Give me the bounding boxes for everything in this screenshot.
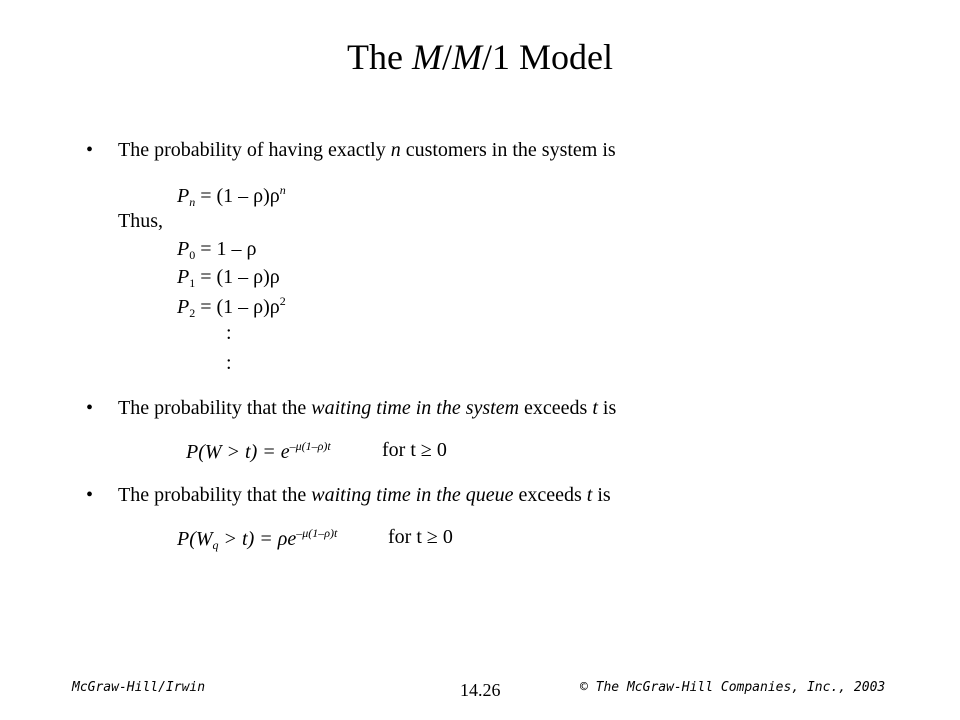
eq-wq-sup: –μ(1–ρ)t (296, 526, 338, 540)
bullet-3-var: t (586, 484, 593, 506)
title-prefix: The (347, 37, 412, 77)
footer-publisher: McGraw-Hill/Irwin (72, 680, 206, 695)
equation-wq (177, 526, 337, 553)
bullet-2-text-b: exceeds (519, 397, 593, 419)
eq-p2-sub: 2 (189, 306, 196, 320)
eq-pn-sup: n (279, 183, 286, 197)
thus-label: Thus, (118, 210, 163, 232)
equation-w (186, 439, 331, 464)
ellipsis-1: : (226, 322, 232, 344)
equation-pn (177, 183, 286, 210)
footer-page-number: 14.26 (460, 680, 501, 700)
bullet-3-text (118, 484, 611, 507)
equation-p1 (177, 266, 280, 291)
eq-p0-rhs: = 1 – ρ (195, 238, 257, 260)
eq-p1-p: P (177, 266, 190, 288)
bullet-1-text-b: customers in the system is (400, 139, 616, 161)
eq-p2-p: P (177, 296, 190, 318)
eq-pn-p: P (177, 185, 190, 207)
eq-wq-lhs-a: P(W (177, 528, 213, 550)
bullet-2-var: t (592, 397, 598, 419)
ellipsis-2: : (226, 352, 232, 374)
eq-p0-p: P (177, 238, 190, 260)
slide-title (0, 36, 960, 78)
title-slash: / (441, 37, 452, 77)
eq-w-lhs: P(W > t) = e (186, 441, 290, 463)
bullet-3-marker: • (86, 484, 94, 506)
eq-w-sup: –μ(1–ρ)t (289, 439, 331, 453)
eq-pn-sub: n (189, 195, 196, 209)
eq-wq-sub: q (212, 538, 219, 552)
bullet-1-text (118, 139, 616, 162)
title-suffix: /1 Model (481, 37, 613, 77)
bullet-2-em: waiting time in the system (311, 397, 520, 419)
eq-p2-rhs: = (1 – ρ)ρ (195, 296, 280, 318)
bullet-2-text-a: The probability that the (118, 397, 312, 419)
eq-p2-sup: 2 (279, 294, 286, 308)
bullet-1-var: n (390, 139, 401, 161)
footer-copyright: © The McGraw-Hill Companies, Inc., 2003 (580, 680, 886, 695)
bullet-3-text-a: The probability that the (118, 484, 312, 506)
title-m2: M (451, 37, 482, 77)
eq-p0-sub: 0 (189, 248, 196, 262)
equation-p0 (177, 238, 256, 263)
bullet-1-text-a: The probability of having exactly (118, 139, 391, 161)
bullet-3-text-b: exceeds (513, 484, 587, 506)
bullet-1-marker: • (86, 139, 94, 161)
eq-p1-rhs: = (1 – ρ)ρ (195, 266, 280, 288)
bullet-2-marker: • (86, 397, 94, 419)
title-m1: M (411, 37, 442, 77)
bullet-3-text-c: is (592, 484, 611, 506)
equation-wq-condition: for t ≥ 0 (388, 526, 453, 548)
eq-p1-sub: 1 (189, 276, 196, 290)
equation-p2 (177, 294, 286, 321)
bullet-2-text (118, 397, 616, 420)
bullet-2-text-c: is (597, 397, 617, 419)
equation-w-condition: for t ≥ 0 (382, 439, 447, 461)
eq-wq-lhs-b: > t) = ρe (218, 528, 297, 550)
bullet-3-em: waiting time in the queue (311, 484, 514, 506)
eq-pn-rhs: = (1 – ρ)ρ (195, 185, 280, 207)
